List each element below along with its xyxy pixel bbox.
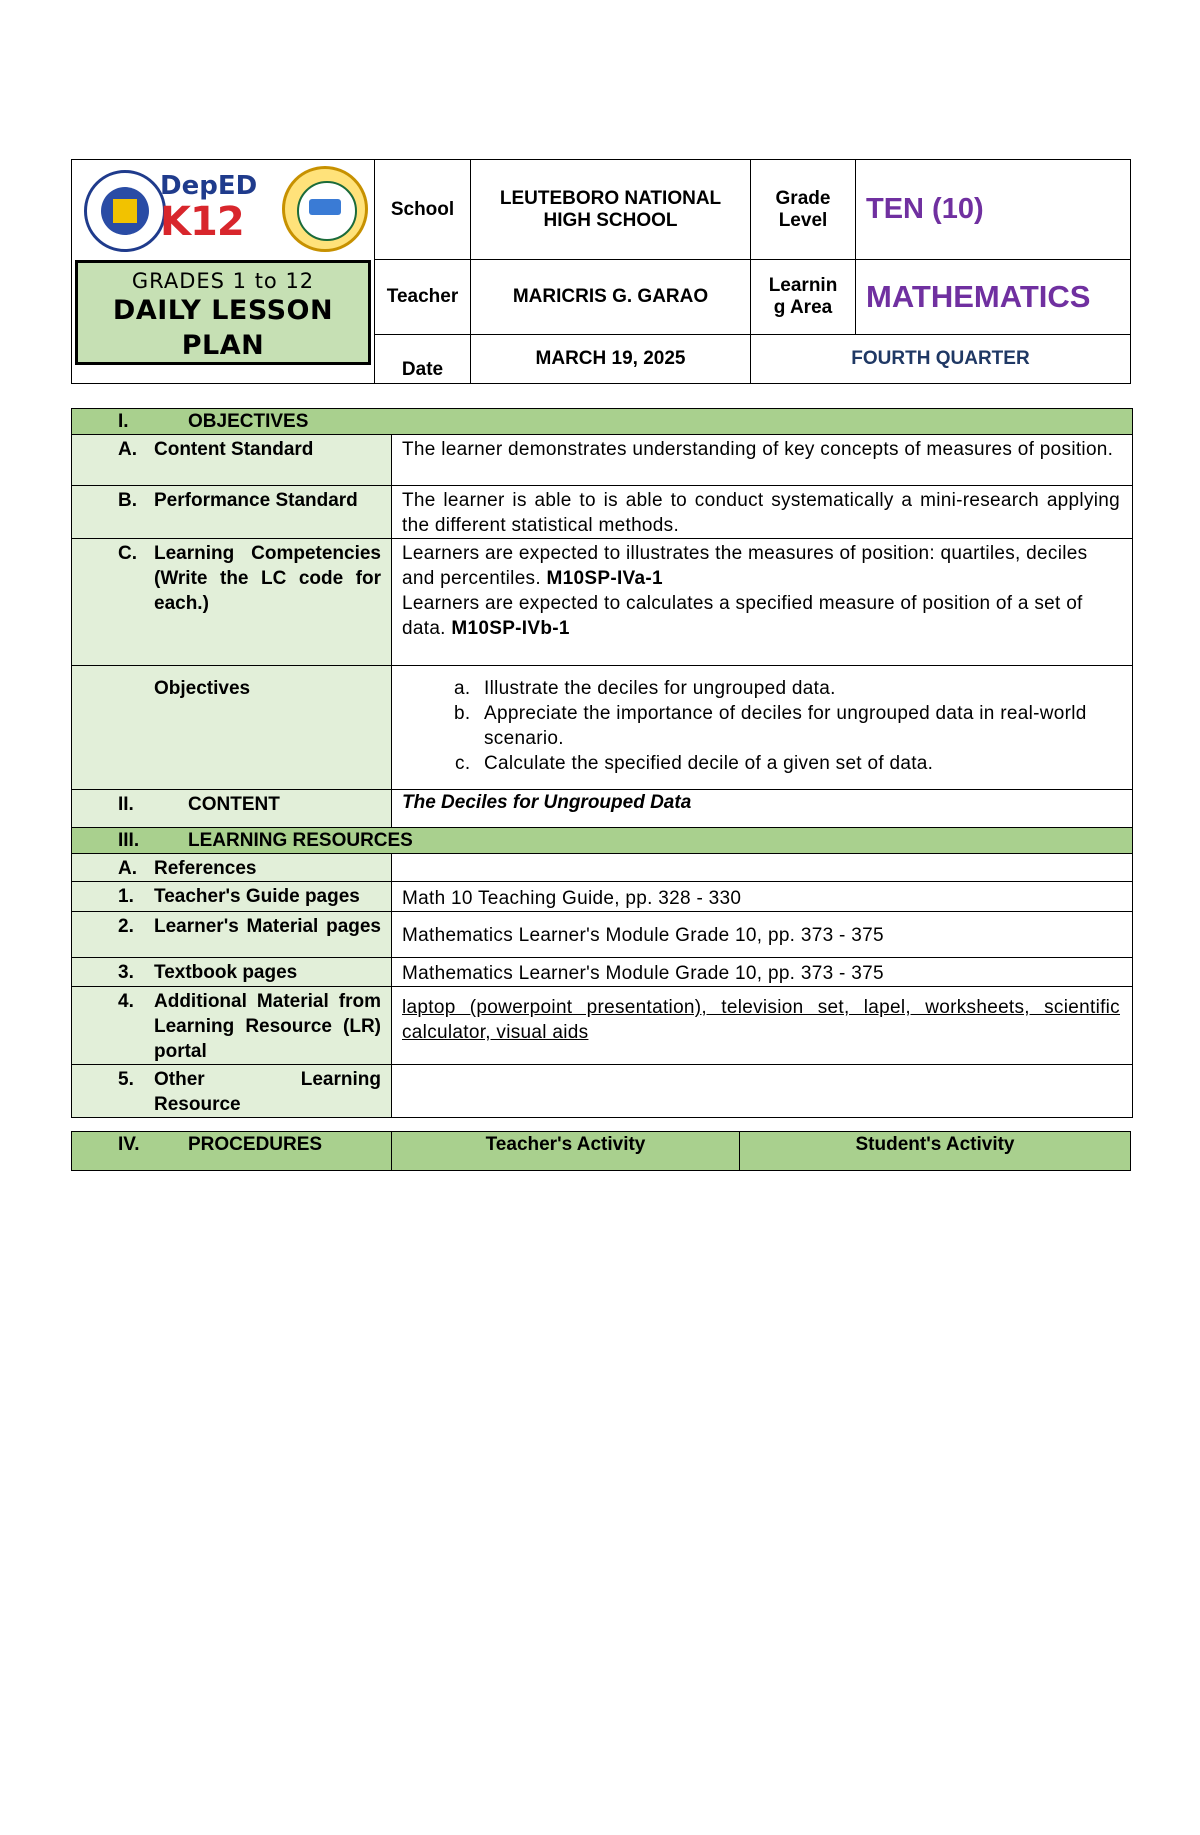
content-standard-label	[72, 435, 392, 486]
deped-k12-logo	[160, 172, 290, 252]
teachers-guide-value: Math 10 Teaching Guide, pp. 328 - 330	[392, 882, 1133, 912]
references-label-text: References	[154, 858, 257, 879]
quarter-value: FOURTH QUARTER	[751, 335, 1131, 384]
objectives-section-header	[72, 409, 1133, 435]
objectives-label-text: Objectives	[154, 678, 251, 699]
content-title: CONTENT	[188, 794, 280, 815]
dlp-title-box	[75, 260, 371, 366]
additional-material-mark: 4.	[118, 991, 134, 1012]
date-label: Date	[375, 335, 471, 384]
school-line1: LEUTEBORO NATIONAL	[499, 187, 722, 209]
procedures-num: IV.	[118, 1134, 140, 1155]
dlp-line2: DAILY LESSON	[112, 294, 334, 326]
content-standard-label-text: Content Standard	[154, 439, 314, 460]
deped-seal-icon	[84, 170, 166, 252]
content-standard-mark: A.	[118, 439, 137, 460]
content-value: The Deciles for Ungrouped Data	[392, 790, 1133, 828]
dlp-line3: PLAN	[181, 329, 265, 361]
learners-material-label-text: Learner's Material pages	[154, 916, 381, 937]
learners-material-mark: 2.	[118, 916, 134, 937]
grade-label-1: Grade	[775, 187, 831, 209]
references-value	[392, 854, 1133, 882]
teacher-activity-header: Teacher's Activity	[392, 1132, 740, 1171]
references-label	[72, 854, 392, 882]
textbook-label	[72, 958, 392, 987]
area-label	[751, 260, 856, 335]
learning-competencies-value	[392, 539, 1133, 666]
objectives-list-cell	[392, 666, 1133, 790]
references-mark: A.	[118, 858, 137, 879]
grade-label-2: Level	[778, 209, 828, 231]
content-num: II.	[118, 794, 134, 815]
resources-section-header	[72, 828, 1133, 854]
objectives-list	[392, 676, 1132, 776]
procedures-section-header	[72, 1132, 392, 1171]
textbook-label-text: Textbook pages	[154, 962, 298, 983]
date-value: MARCH 19, 2025	[471, 335, 751, 384]
lesson-plan-table	[71, 408, 1133, 1118]
competency-text-1: Learners are expected to illustrates the measures of position: quartiles, deciles and percentiles.	[402, 543, 1088, 589]
additional-material-label-text: Additional Material from Learning Resource (LR) portal	[154, 991, 381, 1062]
school-seal-icon	[282, 166, 368, 252]
school-value	[471, 160, 751, 260]
performance-standard-mark: B.	[118, 490, 137, 511]
learners-material-label	[72, 912, 392, 958]
grade-label	[751, 160, 856, 260]
objectives-num: I.	[118, 411, 129, 432]
competency-text-2: Learners are expected to calculates a specified measure of position of a set of data.	[402, 593, 1083, 639]
procedures-table	[71, 1131, 1131, 1171]
other-resource-mark: 5.	[118, 1069, 134, 1090]
header-table	[71, 159, 1131, 384]
learning-competencies-label-text: Learning Competencies (Write the LC code for each.)	[154, 543, 381, 614]
learners-material-value: Mathematics Learner's Module Grade 10, pp. 373 - 375	[392, 912, 1133, 958]
dlp-line1: GRADES 1 to 12	[131, 268, 315, 293]
additional-material-label	[72, 987, 392, 1065]
competency-code-1: M10SP-IVa-1	[546, 568, 663, 589]
textbook-mark: 3.	[118, 962, 134, 983]
content-section-header	[72, 790, 392, 828]
other-resource-value	[392, 1065, 1133, 1118]
textbook-value: Mathematics Learner's Module Grade 10, pp. 373 - 375	[392, 958, 1133, 987]
deped-text-2: K12	[160, 199, 244, 245]
performance-standard-label-text: Performance Standard	[154, 490, 358, 511]
performance-standard-value: The learner is able to is able to conduct systematically a mini-research applying the different statistical methods.	[392, 486, 1133, 539]
teacher-label: Teacher	[375, 260, 471, 335]
learning-competencies-label	[72, 539, 392, 666]
resources-num: III.	[118, 830, 140, 851]
area-value: MATHEMATICS	[856, 260, 1131, 335]
objective-item: b. Appreciate the importance of deciles for ungrouped data in real-world scenario.	[476, 701, 1132, 751]
resources-title: LEARNING RESOURCES	[188, 830, 413, 851]
teacher-value: MARICRIS G. GARAO	[471, 260, 751, 335]
teachers-guide-label-text: Teacher's Guide pages	[154, 886, 360, 907]
objectives-title: OBJECTIVES	[188, 411, 309, 432]
student-activity-header: Student's Activity	[740, 1132, 1131, 1171]
area-label-2: g Area	[773, 297, 833, 318]
teachers-guide-label	[72, 882, 392, 912]
deped-text-1: DepED	[160, 171, 258, 201]
objective-item: a. Illustrate the deciles for ungrouped data.	[476, 676, 1132, 701]
school-line2: HIGH SCHOOL	[543, 209, 678, 231]
learning-competencies-mark: C.	[118, 543, 137, 564]
content-standard-value: The learner demonstrates understanding of key concepts of measures of position.	[392, 435, 1133, 486]
objective-item: c. Calculate the specified decile of a given set of data.	[476, 751, 1132, 776]
dlp-cell	[72, 260, 375, 384]
grade-value: TEN (10)	[856, 160, 1131, 260]
performance-standard-label	[72, 486, 392, 539]
additional-material-value: laptop (powerpoint presentation), television set, lapel, worksheets, scientific calculator, visual aids	[392, 987, 1133, 1065]
logo-cell	[72, 160, 375, 260]
area-label-1: Learnin	[768, 275, 838, 296]
teachers-guide-mark: 1.	[118, 886, 134, 907]
objectives-label	[72, 666, 392, 790]
competency-code-2: M10SP-IVb-1	[451, 618, 570, 639]
other-resource-label-text: Other Learning Resource	[154, 1069, 381, 1115]
school-label: School	[375, 160, 471, 260]
procedures-title: PROCEDURES	[188, 1134, 323, 1155]
other-resource-label	[72, 1065, 392, 1118]
